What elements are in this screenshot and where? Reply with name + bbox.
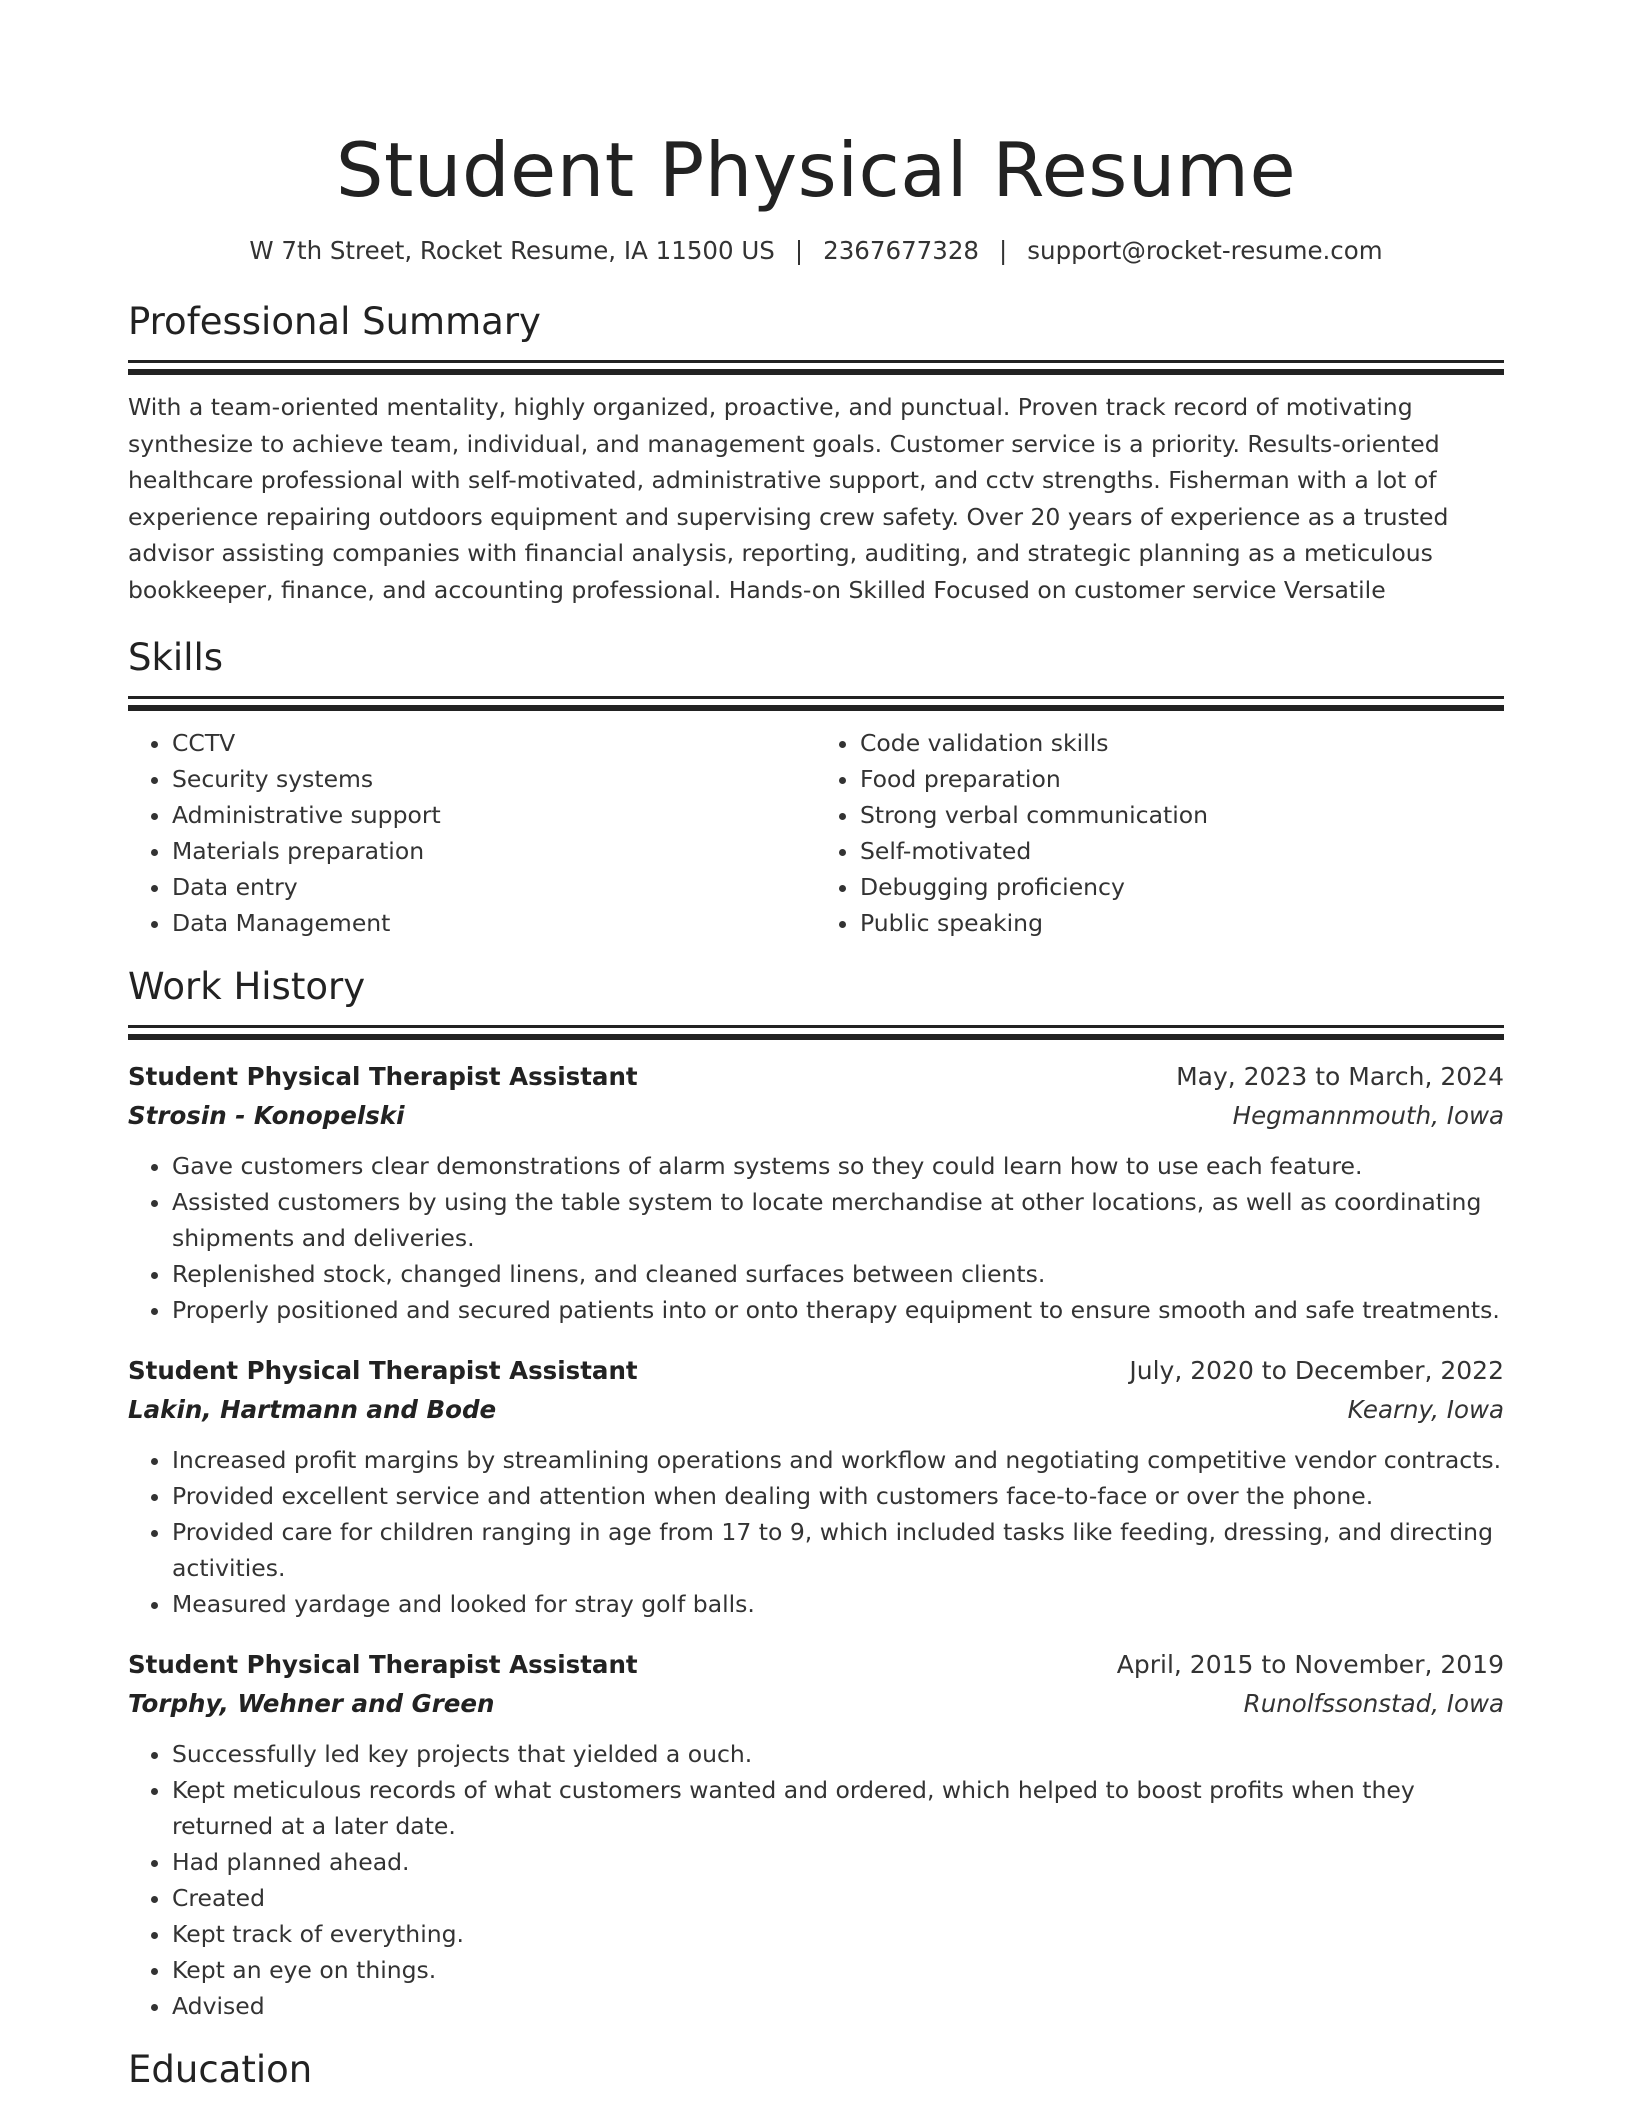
job-header — [128, 1058, 1504, 1096]
resume-page — [128, 0, 1504, 2094]
job-bullet: • Had planned ahead. — [172, 1844, 1504, 1880]
section-divider-thick — [128, 705, 1504, 711]
job-subheader — [128, 1390, 1504, 1430]
job-company: Strosin - Konopelski — [128, 1101, 405, 1130]
skills-section — [128, 634, 1504, 941]
summary-text: With a team-oriented mentality, highly organized, proactive, and punctual. Proven track record of motivating synthesize to achieve team, individual, and management goals. Customer service is a priority. Results-oriented healthcare professional with self-motivated, administrative support, and cctv strengths. Fisherman with a lot of experience repairing outdoors equipment and supervising crew safety. Over 20 years of experience as a trusted advisor assisting companies with financial analysis, reporting, auditing, and strategic planning as a meticulous bookkeeper, finance, and accounting professional. Hands-on Skilled Focused on customer service Versatile — [128, 393, 1449, 604]
section-divider — [128, 1025, 1504, 1028]
job-entry — [128, 1646, 1504, 2024]
contact-address: W 7th Street, Rocket Resume, IA 11500 US — [249, 236, 775, 265]
summary-heading: Professional Summary — [128, 300, 541, 343]
job-dates: July, 2020 to December, 2022 — [1129, 1356, 1504, 1385]
job-company: Torphy, Wehner and Green — [128, 1689, 495, 1718]
job-title: Student Physical Therapist Assistant — [128, 1062, 638, 1091]
section-divider-thick — [128, 369, 1504, 375]
skill-item: • Debugging proficiency — [860, 869, 1504, 905]
skill-item: • CCTV — [172, 725, 816, 761]
skills-heading: Skills — [128, 636, 224, 679]
contact-phone: 2367677328 — [823, 236, 980, 265]
skill-item: • Strong verbal communication — [860, 797, 1504, 833]
work-heading: Work History — [128, 965, 366, 1008]
job-subheader — [128, 1096, 1504, 1136]
job-bullet: • Created — [172, 1880, 1504, 1916]
job-bullet: • Assisted customers by using the table system to locate merchandise at other locations, as well as coordinating shipments and deliveries. — [172, 1184, 1504, 1256]
job-header — [128, 1646, 1504, 1684]
job-bullets — [128, 1148, 1504, 1328]
education-section — [128, 2046, 1504, 2094]
resume-title: Student Physical Resume — [335, 126, 1297, 214]
job-bullet: • Properly positioned and secured patients into or onto therapy equipment to ensure smooth and safe treatments. — [172, 1292, 1504, 1328]
job-bullet: • Replenished stock, changed linens, and cleaned surfaces between clients. — [172, 1256, 1504, 1292]
skill-item: • Public speaking — [860, 905, 1504, 941]
job-bullet: • Kept meticulous records of what customers wanted and ordered, which helped to boost profits when they returned at a later date. — [172, 1772, 1504, 1844]
job-title: Student Physical Therapist Assistant — [128, 1356, 638, 1385]
skill-item: • Administrative support — [172, 797, 816, 833]
skill-item: • Code validation skills — [860, 725, 1504, 761]
job-bullet: • Measured yardage and looked for stray golf balls. — [172, 1586, 1504, 1622]
skill-item: • Data Management — [172, 905, 816, 941]
job-entry — [128, 1058, 1504, 1328]
education-heading: Education — [128, 2048, 313, 2091]
job-title: Student Physical Therapist Assistant — [128, 1650, 638, 1679]
job-bullet: • Provided excellent service and attention when dealing with customers face-to-face or over the phone. — [172, 1478, 1504, 1514]
job-bullet: • Kept an eye on things. — [172, 1952, 1504, 1988]
job-location: Kearny, Iowa — [1347, 1395, 1504, 1424]
job-header — [128, 1352, 1504, 1390]
job-bullet: • Provided care for children ranging in age from 17 to 9, which included tasks like feeding, dressing, and directing activities. — [172, 1514, 1504, 1586]
job-company: Lakin, Hartmann and Bode — [128, 1395, 497, 1424]
skill-item: • Self-motivated — [860, 833, 1504, 869]
section-divider-thick — [128, 1034, 1504, 1040]
job-dates: April, 2015 to November, 2019 — [1116, 1650, 1504, 1679]
job-bullet: • Advised — [172, 1988, 1504, 2024]
contact-email[interactable]: support@rocket-resume.com — [1027, 236, 1383, 265]
skill-item: • Data entry — [172, 869, 816, 905]
job-bullets — [128, 1736, 1504, 2024]
job-subheader — [128, 1684, 1504, 1724]
job-bullets — [128, 1442, 1504, 1622]
contact-separator: | — [999, 236, 1008, 265]
skill-item: • Security systems — [172, 761, 816, 797]
work-section — [128, 963, 1504, 2024]
skills-columns — [128, 725, 1504, 941]
job-bullet: • Kept track of everything. — [172, 1916, 1504, 1952]
section-divider — [128, 696, 1504, 699]
skill-item: • Food preparation — [860, 761, 1504, 797]
job-location: Hegmannmouth, Iowa — [1232, 1101, 1504, 1130]
job-bullet: • Gave customers clear demonstrations of alarm systems so they could learn how to use each feature. — [172, 1148, 1504, 1184]
summary-section — [128, 298, 1504, 608]
job-bullet: • Successfully led key projects that yielded a ouch. — [172, 1736, 1504, 1772]
job-dates: May, 2023 to March, 2024 — [1176, 1062, 1504, 1091]
job-location: Runolfssonstad, Iowa — [1243, 1689, 1504, 1718]
job-entry — [128, 1352, 1504, 1622]
skills-list-right — [816, 725, 1504, 941]
section-divider — [128, 360, 1504, 363]
job-bullet: • Increased profit margins by streamlining operations and workflow and negotiating competitive vendor contracts. — [172, 1442, 1504, 1478]
contact-line — [128, 234, 1504, 268]
skill-item: • Materials preparation — [172, 833, 816, 869]
contact-separator: | — [794, 236, 804, 265]
skills-list-left — [128, 725, 816, 941]
